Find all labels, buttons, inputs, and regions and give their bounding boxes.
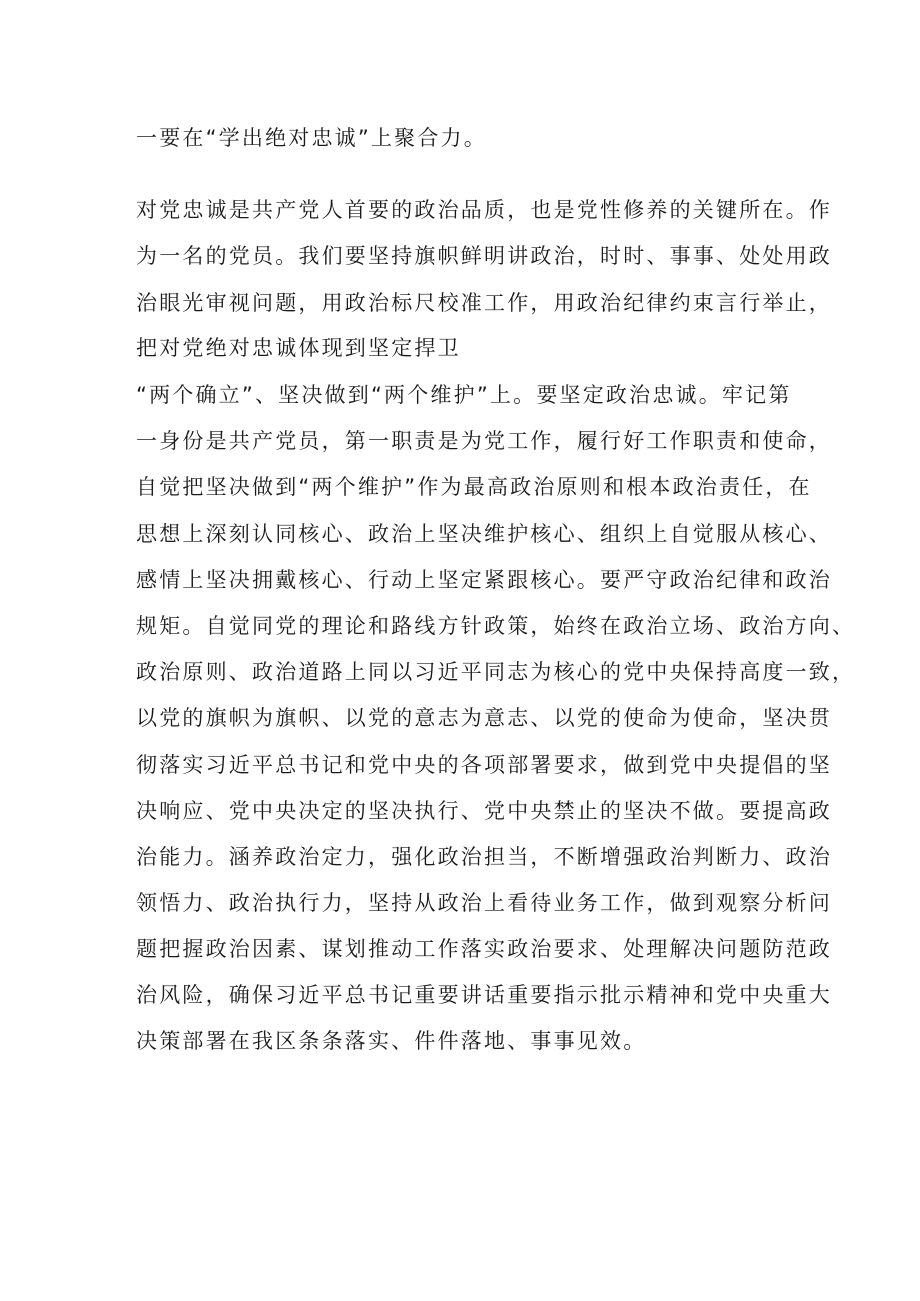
paragraph-line: 决响应、党中央决定的坚决执行、党中央禁止的坚决不做。要提高政 <box>136 799 832 823</box>
paragraph-line: 治能力。涵养政治定力，强化政治担当，不断增强政治判断力、政治 <box>136 845 832 869</box>
paragraph-line: 感情上坚决拥戴核心、行动上坚定紧跟核心。要严守政治纪律和政治 <box>136 568 832 592</box>
paragraph-line: 题把握政治因素、谋划推动工作落实政治要求、处理解决问题防范政 <box>136 937 832 961</box>
paragraph-line: 领悟力、政治执行力，坚持从政治上看待业务工作，做到观察分析问 <box>136 891 832 915</box>
paragraph-line: 自觉把坚决做到“两个维护”作为最高政治原则和根本政治责任，在 <box>136 475 812 499</box>
paragraph-line: 决策部署在我区条条落实、件件落地、事事见效。 <box>136 1029 647 1053</box>
paragraph-line: 政治原则、政治道路上同以习近平同志为核心的党中央保持高度一致， <box>136 660 856 684</box>
paragraph-line: 治风险，确保习近平总书记重要讲话重要指示批示精神和党中央重大 <box>136 983 832 1007</box>
paragraph-line: “两个确立”、坚决做到“两个维护”上。要坚定政治忠诚。牢记第 <box>136 383 792 407</box>
paragraph-line: 为一名的党员。我们要坚持旗帜鲜明讲政治，时时、事事、处处用政 <box>136 244 832 268</box>
paragraph-line: 治眼光审视问题，用政治标尺校准工作，用政治纪律约束言行举止， <box>136 291 832 315</box>
section-heading: 一要在“学出绝对忠诚”上聚合力。 <box>136 126 487 150</box>
paragraph-line: 以党的旗帜为旗帜、以党的意志为意志、以党的使命为使命，坚决贯 <box>136 706 832 730</box>
paragraph-line: 思想上深刻认同核心、政治上坚决维护核心、组织上自觉服从核心、 <box>136 522 832 546</box>
paragraph-line: 彻落实习近平总书记和党中央的各项部署要求，做到党中央提倡的坚 <box>136 753 832 777</box>
paragraph-line: 把对党绝对忠诚体现到坚定捍卫 <box>136 336 461 360</box>
paragraph-line: 规矩。自觉同党的理论和路线方针政策，始终在政治立场、政治方向、 <box>136 614 856 638</box>
paragraph-line: 一身份是共产党员，第一职责是为党工作，履行好工作职责和使命， <box>136 429 832 453</box>
paragraph-line: 对党忠诚是共产党人首要的政治品质，也是党性修养的关键所在。作 <box>136 198 832 222</box>
